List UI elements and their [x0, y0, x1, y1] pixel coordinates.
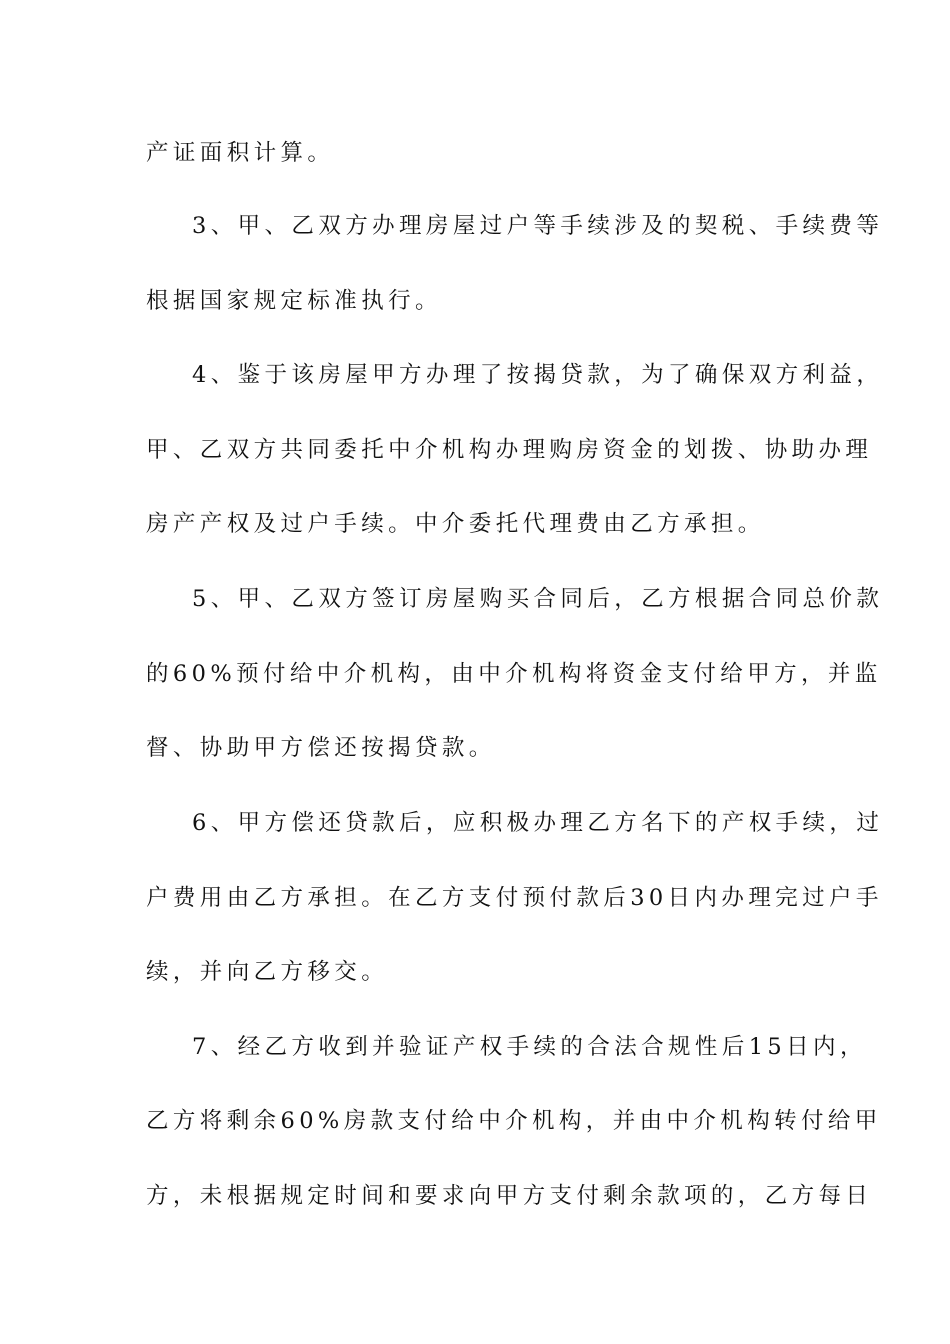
text-line: 5、甲、乙双方签订房屋购买合同后，乙方根据合同总价款 [192, 586, 884, 612]
text-line: 4、鉴于该房屋甲方办理了按揭贷款，为了确保双方利益， [192, 362, 884, 388]
text-line: 续，并向乙方移交。 [146, 959, 389, 985]
text-line: 7、经乙方收到并验证产权手续的合法合规性后15日内， [192, 1034, 867, 1060]
text-line: 乙方将剩余60%房款支付给中介机构，并由中介机构转付给甲 [146, 1108, 882, 1134]
text-line: 房产产权及过户手续。中介委托代理费由乙方承担。 [146, 511, 765, 537]
text-line: 方，未根据规定时间和要求向甲方支付剩余款项的，乙方每日 [146, 1183, 873, 1209]
text-line: 3、甲、乙双方办理房屋过户等手续涉及的契税、手续费等 [192, 213, 884, 239]
text-line: 的60%预付给中介机构，由中介机构将资金支付给甲方，并监 [146, 661, 882, 687]
text-line: 6、甲方偿还贷款后，应积极办理乙方名下的产权手续，过 [192, 810, 884, 836]
text-line: 甲、乙双方共同委托中介机构办理购房资金的划拨、协助办理 [146, 437, 873, 463]
text-line: 产证面积计算。 [146, 140, 335, 166]
text-line: 户费用由乙方承担。在乙方支付预付款后30日内办理完过户手 [146, 885, 883, 911]
text-line: 根据国家规定标准执行。 [146, 288, 442, 314]
text-line: 督、协助甲方偿还按揭贷款。 [146, 735, 496, 761]
